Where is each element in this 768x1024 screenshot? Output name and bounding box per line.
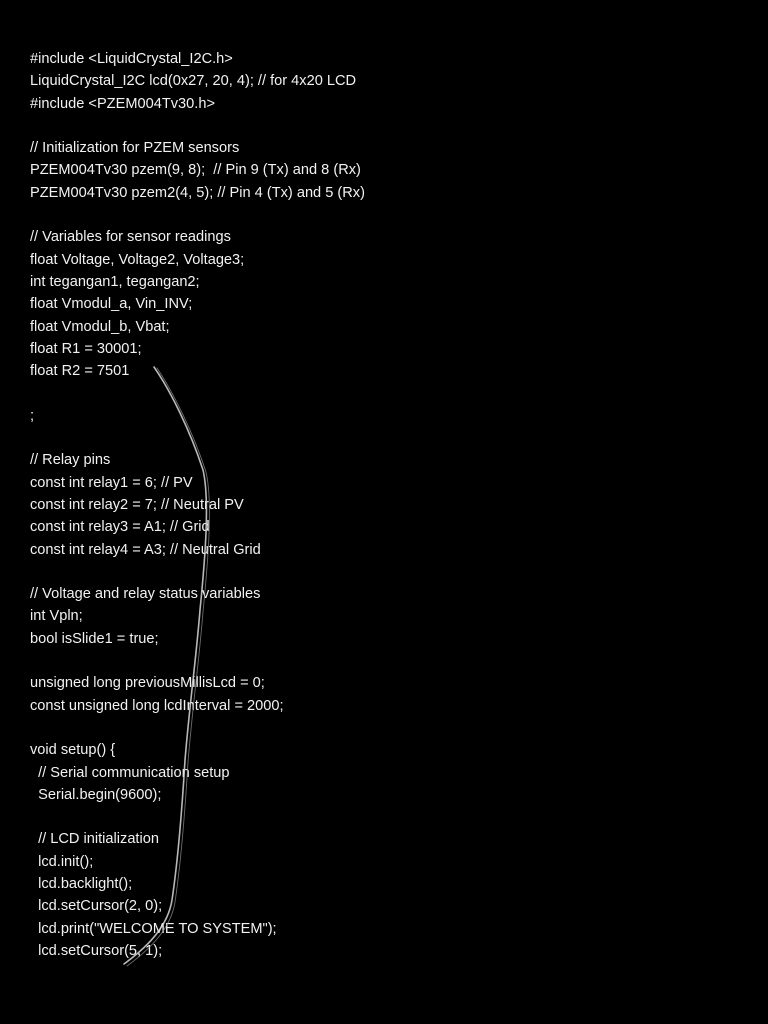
code-line: #include <LiquidCrystal_I2C.h> (30, 51, 233, 67)
code-line: // Voltage and relay status variables (30, 586, 261, 603)
code-line: // Initialization for PZEM sensors (30, 140, 240, 157)
code-line: lcd.backlight(); (30, 875, 133, 892)
code-line: float R1 = 30001; (30, 340, 142, 357)
code-line: float Voltage, Voltage2, Voltage3; (30, 251, 245, 268)
code-line: bool isSlide1 = true; (30, 630, 159, 647)
code-line: lcd.setCursor(5, 1); (30, 942, 163, 959)
code-line: lcd.setCursor(2, 0); (30, 898, 163, 915)
code-line: float R2 = 7501 (30, 363, 130, 380)
code-line (30, 561, 750, 583)
code-line: float Vmodul_b, Vbat; (30, 318, 170, 335)
code-line (30, 806, 750, 828)
code-line: void setup() { (30, 742, 116, 759)
code-line: PZEM004Tv30 pzem2(4, 5); // Pin 4 (Tx) and 5 (Rx) (30, 184, 365, 201)
code-line: // Serial communication setup (30, 764, 230, 781)
code-line (30, 717, 750, 739)
code-line: #include <PZEM004Tv30.h> (30, 95, 215, 112)
code-line: const int relay3 = A1; // Grid (30, 519, 210, 536)
code-line: PZEM004Tv30 pzem(9, 8); // Pin 9 (Tx) and 8 (Rx) (30, 162, 361, 179)
code-line: int Vpln; (30, 608, 83, 625)
code-line: unsigned long previousMillisLcd = 0; (30, 675, 265, 692)
code-line: const int relay4 = A3; // Neutral Grid (30, 541, 261, 558)
code-editor[interactable] (30, 48, 750, 962)
code-line (30, 115, 750, 137)
code-line: ; (30, 407, 35, 424)
code-line (30, 427, 750, 449)
code-line: // Relay pins (30, 452, 111, 469)
code-line: LiquidCrystal_I2C lcd(0x27, 20, 4); // for 4x20 LCD (30, 73, 357, 90)
code-line: const unsigned long lcdInterval = 2000; (30, 697, 284, 714)
code-line: const int relay2 = 7; // Neutral PV (30, 496, 244, 513)
code-line: float Vmodul_a, Vin_INV; (30, 296, 193, 313)
code-line (30, 382, 750, 404)
code-line (30, 204, 750, 226)
code-line: lcd.print("WELCOME TO SYSTEM"); (30, 920, 277, 937)
code-line: lcd.init(); (30, 853, 94, 870)
code-line: Serial.begin(9600); (30, 786, 162, 803)
code-line: int tegangan1, tegangan2; (30, 273, 200, 290)
code-line (30, 650, 750, 672)
code-line: // LCD initialization (30, 831, 159, 848)
code-line: const int relay1 = 6; // PV (30, 474, 193, 491)
code-line: // Variables for sensor readings (30, 229, 231, 246)
